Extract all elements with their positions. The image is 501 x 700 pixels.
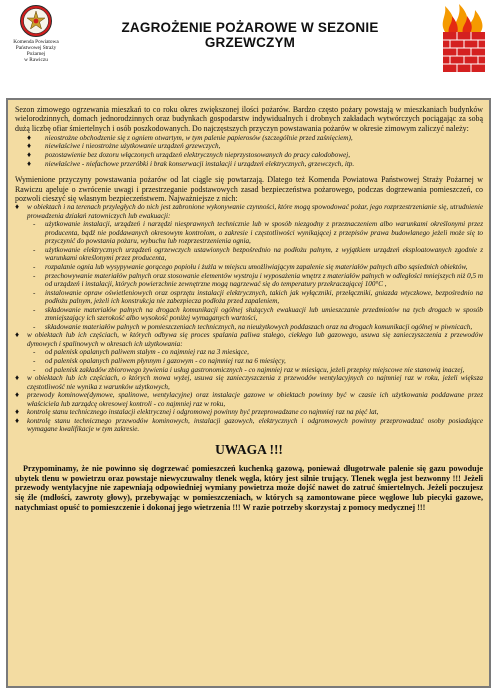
logo — [8, 4, 64, 63]
prohibited-actions-list — [27, 220, 483, 331]
list-item: - składowanie materiałów palnych w pomieszczeniach technicznych, na nieużytkowych poddaszach oraz na drogach komunikacji ogólnej w piwnicach, — [27, 323, 483, 332]
list-item: - przechowywanie materiałów palnych oraz stosowanie elementów wystroju i wyposażenia wnętrz z materiałów palnych w odległości mniejszych niż 0,5 m od urządzeń i instalacji, których powierzchnie zewnętrzne mogą nagrzewać się do temperatury przekraczającej 100°C , — [27, 272, 483, 289]
list-item: - od palenisk opalanych paliwem stałym - co najmniej raz na 3 miesiące, — [27, 348, 483, 357]
list-item: ♦ nieostrożne obchodzenie się z ogniem otwartym, w tym palenie papierosów (szczególnie przed zaśnięciem), — [15, 134, 483, 143]
list-item: - instalowanie opraw oświetleniowych oraz osprzętu instalacji elektrycznych, takich jak wyłączniki, przełączniki, gniazda wtyczkowe, bezpośrednio na podłożu palnym, jeżeli ich konstrukcja nie zabezpiecza podłoża przed zapaleniem, — [27, 289, 483, 306]
intro-paragraph: Sezon zimowego ogrzewania mieszkań to co roku okres zwiększonej ilości pożarów. Bardzo często pożary powstają w mieszkaniach budynków wielorodzinnych, domach jednorodzinnych oraz budynkach gospodarstw indywidualnych i drobnych zakładach wytwórczych pociągając za sobą dużą liczbę ofiar śmiertelnych i osób poszkodowanych. Do najczęstszych przyczyn powstawania pożarów w okresie zimowym zaliczyć należy: — [15, 105, 483, 133]
list-item: ♦ przewody kominowe(dymowe, spalinowe, wentylacyjne) oraz instalacje gazowe w obiektach powinny być w czasie ich użytkowania poddawane przez właściciela lub zarządcę okresowej kontroli - co najmniej raz w roku, — [15, 391, 483, 408]
fire-brigade-emblem-icon — [19, 4, 53, 38]
list-item: - składowanie materiałów palnych na drogach komunikacji ogólnej służących ewakuacji lub umieszczanie przedmiotów na tych drogach w sposób zmniejszający ich szerokość albo wysokość poniżej wymaganych wartości, — [27, 306, 483, 323]
list-item: ♦ w obiektach lub ich częściach, o których mowa wyżej, usuwa się zanieczyszczenia z przewodów wentylacyjnych co najmniej raz w roku, jeżeli większa częstotliwość nie wynika z warunków użytkowych, — [15, 374, 483, 391]
list-item: - użytkowanie elektrycznych urządzeń ogrzewczych ustawionych bezpośrednio na podłożu palnym, z wyjątkiem urządzeń eksploatowanych zgodnie z warunkami określonymi przez producenta, — [27, 246, 483, 263]
list-item: ♦ pozostawienie bez dozoru włączonych urządzeń elektrycznych nieprzystosowanych do pracy całodobowej, — [15, 151, 483, 160]
logo-line-2: Państwowej Straży Pożarnej — [15, 45, 57, 57]
list-item — [15, 203, 483, 331]
chimney-cleaning-list — [27, 348, 483, 374]
burning-chimney-icon — [435, 2, 493, 74]
rules-paragraph: Wymienione przyczyny powstawania pożarów od lat ciągle się powtarzają. Dlatego też Komenda Powiatowa Państwowej Straży Pożarnej w Rawiczu apeluje o zwrócenie uwagi i przestrzeganie podstawowych zasad bezpieczeństwa pożarowego, podczas dogrzewania pomieszczeń, co pozwoli cieszyć się własnym bezpieczeństwem. Najważniejsze z nich: — [15, 175, 483, 203]
list-item: - od palenisk opalanych paliwem płynnym i gazowym - co najmniej raz na 6 miesięcy, — [27, 357, 483, 366]
page-title: ZAGROŻENIE POŻAROWE W SEZONIE GRZEWCZYM — [121, 20, 379, 50]
list-item — [15, 331, 483, 374]
list-item: - od palenisk zakładów zbiorowego żywienia i usług gastronomicznych - co najmniej raz w miesiącu, jeżeli przepisy miejscowe nie stanowią inaczej, — [27, 366, 483, 375]
warning-title: UWAGA !!! — [215, 441, 283, 457]
header — [0, 0, 501, 80]
list-item: ♦ kontrolę stanu technicznego instalacji elektrycznej i odgromowej powinny być przeprowadzane co najmniej raz na pięć lat, — [15, 408, 483, 417]
rule-intro: w obiektach lub ich częściach, w których odbywa się proces spalania paliwa stałego, ciekłego lub gazowego, usuwa się zanieczyszczenia z przewodów dymowych i spalinowych w okresach ich użytkowania: — [27, 331, 483, 348]
warning-paragraph: Przypominamy, że nie powinno się dogrzewać pomieszczeń kuchenką gazową, ponieważ długotrwałe palenie się gazu powoduje ubytek tlenu w powietrzu oraz powstaje niewyczuwalny tlenek węgla, który jest silnie trujący. Tlenek węgla jest bezwonny !!! Jeżeli przewody wentylacyjne nie zapewniają odpowiedniej wymiany powietrza może dojść nawet do zatruć śmiertelnych. Jeżeli poczujesz się źle (mdłości, zawroty głowy), przebywając w pomieszczeniach, w których są zamontowane piece węglowe lub piecyki gazowe, natychmiast opuść to pomieszczenie i dokonaj jego wietrzenia !!! W razie potrzeby skorzystaj z pomocy medycznej !!! — [15, 463, 483, 512]
list-item: ♦ niewłaściwe i nieostrożne użytkowanie urządzeń grzewczych, — [15, 142, 483, 151]
rule-intro: w obiektach i na terenach przyległych do nich jest zabronione wykonywanie czynności, które mogą spowodować pożar, jego rozprzestrzenianie się, utrudnienie prowadzenia działań ratowniczych lub ewakuacji: — [27, 203, 483, 220]
info-panel — [6, 98, 491, 688]
rules-list — [15, 203, 483, 434]
logo-line-3: w Rawiczu — [24, 57, 48, 63]
causes-list — [15, 134, 483, 168]
list-item: - użytkowanie instalacji, urządzeń i narzędzi niesprawnych technicznie lub w sposób niezgodny z przeznaczeniem albo warunkami określonymi przez producenta, bądź nie poddawanych okresowym kontrolom, o zakresie i częstotliwości wynikającej z przepisów prawa budowlanego jeżeli może się to przyczynić do powstania pożaru, wybuchu lub rozprzestrzenienia ognia, — [27, 220, 483, 246]
list-item: - rozpalanie ognia lub wysypywanie gorącego popiołu i żużla w miejscu umożliwiającym zapalenie się materiałów palnych albo sąsiednich obiektów, — [27, 263, 483, 272]
logo-caption — [8, 39, 64, 63]
list-item: ♦ kontrolę stanu technicznego przewodów kominowych, instalacji gazowych, elektrycznych i odgromowych powinny przeprowadzać osoby posiadające wymagane kwalifikacje w tym zakresie. — [15, 417, 483, 434]
list-item: ♦ niewłaściwe - niefachowe przeróbki i brak konserwacji instalacji i urządzeń elektrycznych, grzewczych, itp. — [15, 160, 483, 169]
logo-line-1: Komenda Powiatowa — [13, 39, 59, 45]
